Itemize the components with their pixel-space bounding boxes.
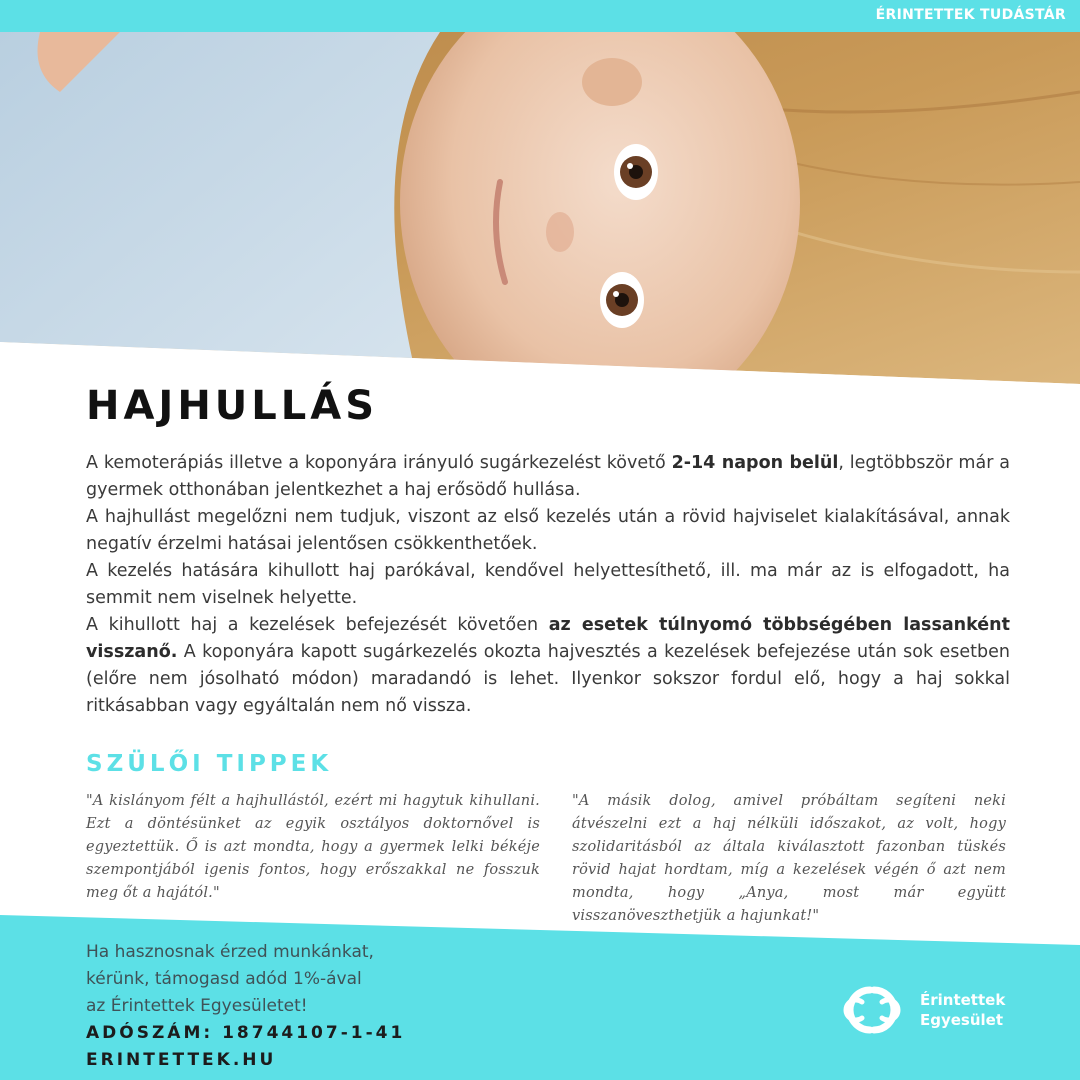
paragraph-3: A kezelés hatására kihullott haj parókával, kendővel helyettesíthető, ill. ma már az is elfogadott, ha semmit nem viselnek helyette. — [86, 561, 1010, 608]
support-message — [86, 939, 405, 1074]
knowledge-base-label: ÉRINTETTEK TUDÁSTÁR — [875, 7, 1066, 23]
paragraph-1: A kemoterápiás illetve a koponyára irányuló sugárkezelést követő 2-14 napon belül, legtöbbször már a gyermek otthonában jelentkezhet a haj erősödő hullása. — [86, 453, 1011, 500]
hero-photo — [0, 32, 1080, 392]
parent-quote-right: "A másik dolog, amivel próbáltam segíteni neki átvészelni ezt a haj nélküli időszakot, az volt, hogy szolidaritásból az általa kiválasztott fazonban tüskés rövid hajat hordtam, míg a kezelések végén ő azt nem mondta, hogy „Anya, most már együtt visszanöveszthetjük a hajunkat!" — [572, 793, 1006, 924]
parent-tips-heading: SZÜLŐI TIPPEK — [86, 751, 333, 777]
support-line-1: Ha hasznosnak érzed munkánkat, — [86, 942, 374, 962]
support-line-2: kérünk, támogasd adód 1%-ával — [86, 969, 362, 989]
article-body — [86, 450, 1010, 720]
child-portrait-illustration — [0, 32, 1080, 392]
parent-quote-left: "A kislányom félt a hajhullástól, ezért mi hagytuk kihullani. Ezt a döntésünket az egyik osztályos doktornővel is egyeztettük. Ő is azt mondta, hogy a gyermek lelki békéje szempontjából igenis fontos, hogy erőszakkal ne fosszuk meg őt a hajától." — [86, 793, 540, 901]
intertwined-rings-icon — [834, 978, 910, 1042]
organization-logo — [834, 978, 1034, 1042]
paragraph-4: A kihullott haj a kezelések befejezését követően az esetek túlnyomó többségében lassanként visszanő. A koponyára kapott sugárkezelés okozta hajvesztés a kezelések befejezése után sok esetben (előre nem jósolható módon) maradandó is lehet. Ilyenkor sokszor fordul elő, hogy a haj sokkal ritkásabban vagy egyáltalán nem nő vissza. — [86, 615, 1010, 716]
article-title: HAJHULLÁS — [86, 383, 379, 429]
logo-line-2: Egyesület — [920, 1011, 1004, 1029]
paragraph-2: A hajhullást megelőzni nem tudjuk, viszont az első kezelés után a rövid hajviselet kialakításával, annak negatív érzelmi hatásai jelentősen csökkenthetőek. — [86, 507, 1010, 554]
tax-number: ADÓSZÁM: 18744107-1-41 — [86, 1023, 406, 1043]
support-line-3: az Érintettek Egyesületet! — [86, 996, 308, 1016]
logo-wordmark — [920, 990, 1005, 1030]
logo-line-1: Érintettek — [920, 991, 1006, 1009]
top-bar — [0, 0, 1080, 32]
website-link[interactable]: ERINTETTEK.HU — [86, 1050, 277, 1070]
